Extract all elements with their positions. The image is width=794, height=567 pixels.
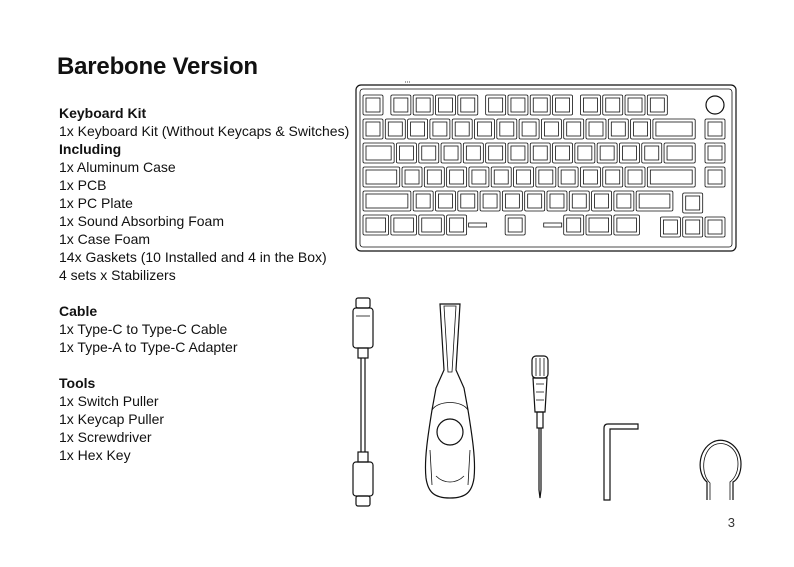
switch-cutout bbox=[461, 98, 475, 112]
switch-cutout bbox=[589, 218, 609, 232]
switch-cutout bbox=[416, 98, 430, 112]
switch-cutout bbox=[561, 170, 575, 184]
switch-cutout bbox=[650, 170, 692, 184]
keyboard-plate-icon bbox=[355, 82, 738, 254]
switch-cutout bbox=[500, 122, 514, 136]
switch-cutout bbox=[444, 146, 458, 160]
switch-cutout bbox=[583, 170, 597, 184]
stabilizer-slot bbox=[544, 223, 562, 227]
switch-cutout bbox=[708, 146, 722, 160]
switch-puller-icon bbox=[418, 300, 482, 500]
hex-key-item: 1x Hex Key bbox=[59, 447, 131, 463]
c-to-c-cable-item: 1x Type-C to Type-C Cable bbox=[59, 321, 228, 337]
hex-key-icon bbox=[598, 420, 642, 504]
stabilizers-item: 4 sets x Stabilizers bbox=[59, 267, 176, 283]
switch-cutout bbox=[511, 98, 525, 112]
switch-cutout bbox=[686, 220, 700, 234]
switch-cutout bbox=[522, 122, 536, 136]
switch-cutout bbox=[656, 122, 692, 136]
keyboard-kit-heading: Keyboard Kit bbox=[59, 105, 147, 121]
switch-cutout bbox=[489, 98, 503, 112]
switch-cutout bbox=[450, 218, 464, 232]
stabilizer-slot bbox=[469, 223, 487, 227]
switch-cutout bbox=[572, 194, 586, 208]
tools-heading: Tools bbox=[59, 375, 96, 391]
switch-cutout bbox=[455, 122, 469, 136]
switch-cutout bbox=[595, 194, 609, 208]
switch-cutout bbox=[578, 146, 592, 160]
switch-cutout bbox=[450, 170, 464, 184]
switch-cutout bbox=[422, 146, 436, 160]
switch-cutout bbox=[606, 170, 620, 184]
switch-cutout bbox=[399, 146, 413, 160]
switch-cutout bbox=[517, 170, 531, 184]
sound-foam-item: 1x Sound Absorbing Foam bbox=[59, 213, 224, 229]
switch-cutout bbox=[411, 122, 425, 136]
switch-cutout bbox=[433, 122, 447, 136]
switch-cutout bbox=[394, 98, 408, 112]
page-number: 3 bbox=[727, 515, 735, 530]
switch-cutout bbox=[667, 146, 692, 160]
including-label: Including bbox=[59, 141, 122, 157]
gaskets-item: 14x Gaskets (10 Installed and 4 in the Box) bbox=[59, 249, 327, 265]
switch-cutout bbox=[528, 194, 542, 208]
switch-cutout bbox=[639, 194, 670, 208]
switch-cutout bbox=[394, 218, 414, 232]
switch-cutout bbox=[438, 194, 452, 208]
switch-cutout bbox=[366, 170, 397, 184]
switch-cutout bbox=[461, 194, 475, 208]
keycap-puller-icon bbox=[695, 436, 745, 504]
switch-cutout bbox=[556, 98, 570, 112]
switch-cutout bbox=[622, 146, 636, 160]
switch-cutout bbox=[628, 98, 642, 112]
switch-cutout bbox=[505, 194, 519, 208]
switch-cutout bbox=[617, 218, 637, 232]
switch-cutout bbox=[438, 98, 452, 112]
contents-list bbox=[59, 104, 359, 482]
switch-cutout bbox=[686, 196, 700, 210]
switch-cutout bbox=[539, 170, 553, 184]
switch-cutout bbox=[494, 170, 508, 184]
switch-cutout bbox=[611, 122, 625, 136]
switch-cutout bbox=[511, 146, 525, 160]
switch-cutout bbox=[634, 122, 648, 136]
cable-section bbox=[59, 302, 359, 356]
switch-cutout bbox=[366, 194, 408, 208]
switch-cutout bbox=[708, 122, 722, 136]
switch-cutout bbox=[628, 170, 642, 184]
switch-cutout bbox=[567, 218, 581, 232]
switch-cutout bbox=[366, 218, 386, 232]
switch-cutout bbox=[508, 218, 522, 232]
switch-cutout bbox=[478, 122, 492, 136]
usb-c-cable-icon bbox=[345, 296, 381, 510]
screwdriver-item: 1x Screwdriver bbox=[59, 429, 152, 445]
switch-cutout bbox=[708, 220, 722, 234]
switch-cutout bbox=[650, 98, 664, 112]
switch-cutout bbox=[533, 98, 547, 112]
switch-cutout bbox=[422, 218, 442, 232]
switch-cutout bbox=[606, 98, 620, 112]
switch-cutout bbox=[617, 194, 631, 208]
switch-puller-item: 1x Switch Puller bbox=[59, 393, 159, 409]
screwdriver-icon bbox=[528, 354, 552, 502]
tools-section bbox=[59, 374, 359, 464]
pcb-item: 1x PCB bbox=[59, 177, 107, 193]
keyboard-kit-item: 1x Keyboard Kit (Without Keycaps & Switches) bbox=[59, 123, 350, 139]
switch-cutout bbox=[589, 122, 603, 136]
switch-cutout bbox=[472, 170, 486, 184]
keyboard-kit-section bbox=[59, 104, 359, 284]
cable-heading: Cable bbox=[59, 303, 98, 319]
switch-cutout bbox=[556, 146, 570, 160]
switch-cutout bbox=[466, 146, 480, 160]
switch-cutout bbox=[483, 194, 497, 208]
switch-cutout bbox=[366, 146, 391, 160]
switch-cutout bbox=[550, 194, 564, 208]
switch-cutout bbox=[366, 122, 380, 136]
switch-cutout bbox=[388, 122, 402, 136]
switch-cutout bbox=[708, 170, 722, 184]
aluminum-case-item: 1x Aluminum Case bbox=[59, 159, 176, 175]
switch-cutout bbox=[544, 122, 558, 136]
switch-cutout bbox=[489, 146, 503, 160]
page-title: Barebone Version bbox=[57, 53, 258, 80]
switch-cutout bbox=[405, 170, 419, 184]
pc-plate-item: 1x PC Plate bbox=[59, 195, 133, 211]
keycap-puller-item: 1x Keycap Puller bbox=[59, 411, 165, 427]
switch-cutout bbox=[567, 122, 581, 136]
switch-cutout bbox=[366, 98, 380, 112]
case-foam-item: 1x Case Foam bbox=[59, 231, 151, 247]
a-to-c-adapter-item: 1x Type-A to Type-C Adapter bbox=[59, 339, 238, 355]
switch-cutout bbox=[600, 146, 614, 160]
switch-cutout bbox=[663, 220, 677, 234]
switch-cutout bbox=[427, 170, 441, 184]
switch-cutout bbox=[583, 98, 597, 112]
switch-cutout bbox=[416, 194, 430, 208]
switch-cutout bbox=[645, 146, 659, 160]
switch-cutout bbox=[533, 146, 547, 160]
rotary-knob-icon bbox=[706, 96, 724, 114]
